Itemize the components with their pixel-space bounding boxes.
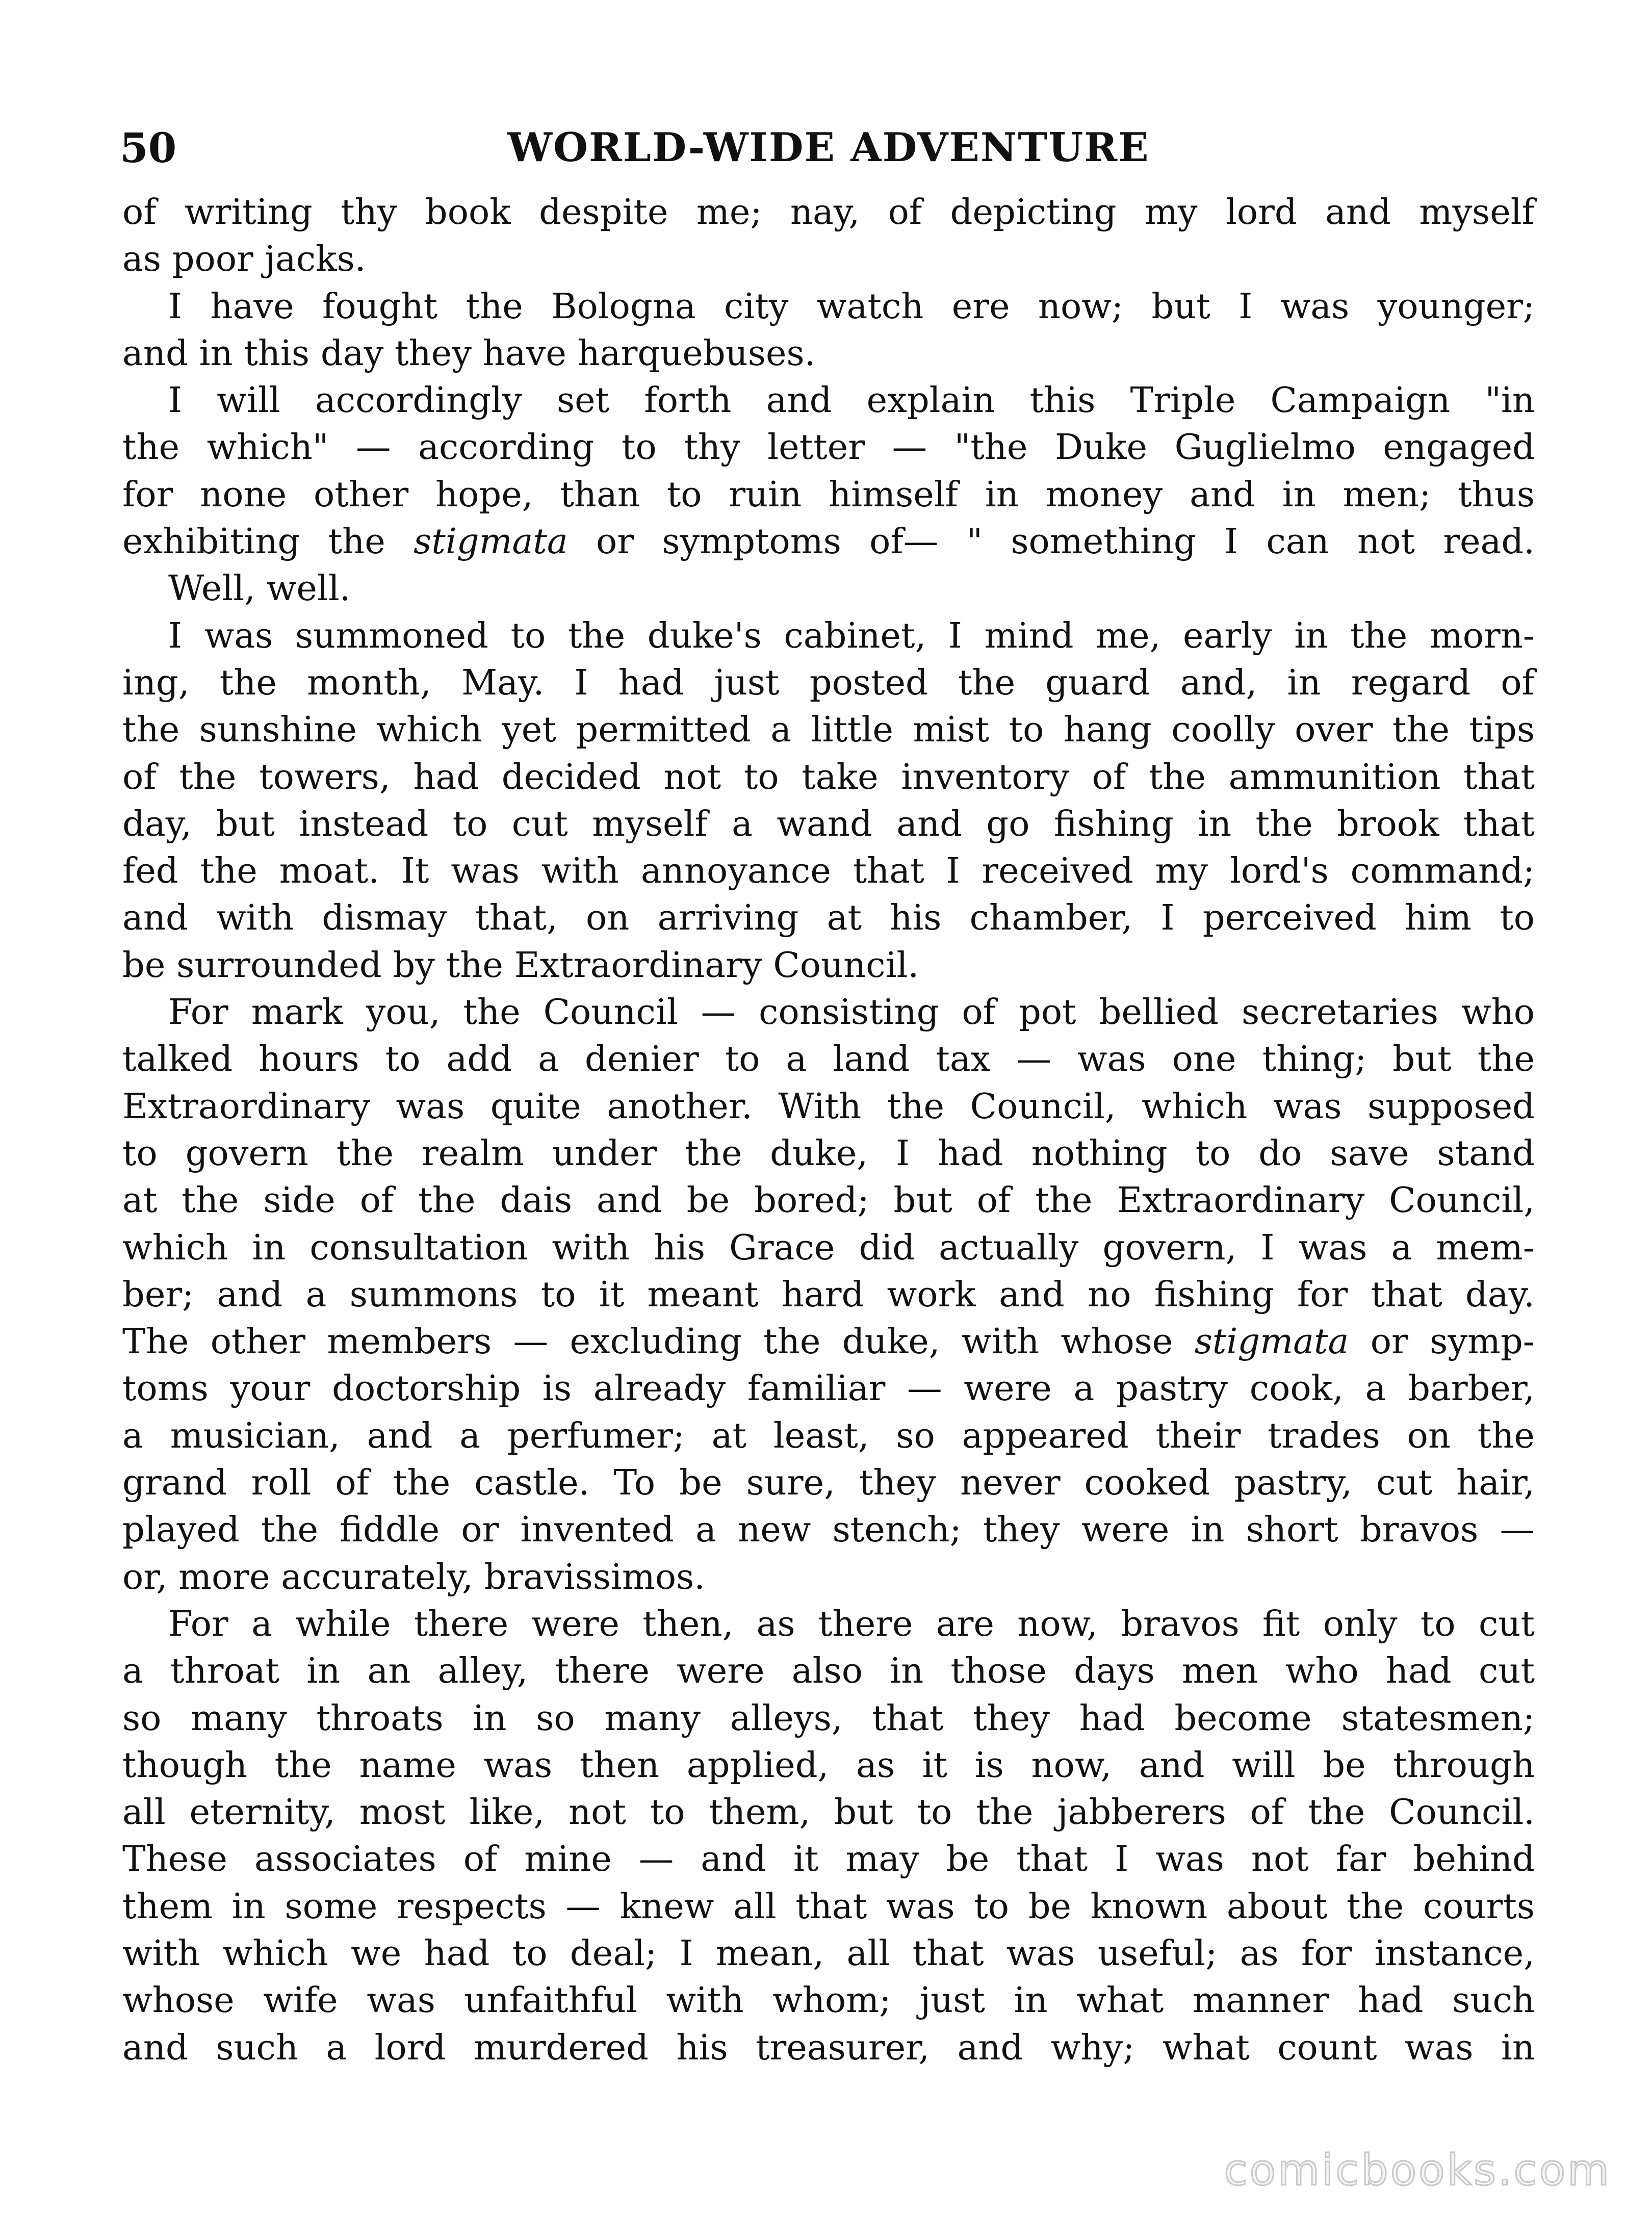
text-line: I was summoned to the duke's cabinet, I mind me, early in the morn- xyxy=(168,615,1535,656)
text-line: of the towers, had decided not to take inventory of the ammunition that xyxy=(122,756,1535,797)
text-line: I have fought the Bologna city watch ere now; but I was younger; xyxy=(168,286,1535,327)
text-line: whose wife was unfaithful with whom; just in what manner had such xyxy=(122,1980,1535,2021)
text-line: day, but instead to cut myself a wand and go fishing in the brook that xyxy=(122,803,1535,844)
text-line: and in this day they have harquebuses. xyxy=(122,332,816,374)
text-line: be surrounded by the Extraordinary Council. xyxy=(122,944,919,986)
text-line: I will accordingly set forth and explain this Triple Campaign "in xyxy=(168,380,1535,421)
text-line: to govern the realm under the duke, I had nothing to do save stand xyxy=(122,1132,1535,1174)
page-number: 50 xyxy=(120,124,177,172)
text-line: which in consultation with his Grace did actually govern, I was a mem- xyxy=(122,1227,1535,1268)
text-line: For a while there were then, as there are now, bravos fit only to cut xyxy=(168,1603,1535,1644)
body-text xyxy=(122,189,1535,2071)
text-line: ing, the month, May. I had just posted the guard and, in regard of xyxy=(122,662,1535,703)
text-line: a throat in an alley, there were also in those days men who had cut xyxy=(122,1650,1535,1692)
text-line: at the side of the dais and be bored; but of the Extraordinary Council, xyxy=(122,1180,1535,1221)
running-head: WORLD-WIDE ADVENTURE xyxy=(507,124,1150,171)
text-line: The other members — excluding the duke, with whose stigmata or symp- xyxy=(122,1321,1535,1362)
watermark: comicbooks.com xyxy=(1224,2145,1611,2195)
text-line: For mark you, the Council — consisting of pot bellied secretaries who xyxy=(168,992,1535,1033)
text-line: exhibiting the stigmata or symptoms of— " something I can not read. xyxy=(122,521,1535,562)
text-line: Extraordinary was quite another. With the Council, which was supposed xyxy=(122,1086,1535,1127)
text-line: fed the moat. It was with annoyance that I received my lord's command; xyxy=(122,850,1535,892)
italic-word: stigmata xyxy=(414,521,568,562)
text-line: talked hours to add a denier to a land tax — was one thing; but the xyxy=(122,1039,1535,1080)
text-line: so many throats in so many alleys, that they had become statesmen; xyxy=(122,1697,1535,1739)
text-line: grand roll of the castle. To be sure, they never cooked pastry, cut hair, xyxy=(122,1462,1535,1504)
text-line: though the name was then applied, as it is now, and will be through xyxy=(122,1744,1535,1786)
text-line: played the fiddle or invented a new stench; they were in short bravos — xyxy=(122,1509,1535,1551)
text-line: the sunshine which yet permitted a little mist to hang coolly over the tips xyxy=(122,709,1535,751)
text-line: them in some respects — knew all that was to be known about the courts xyxy=(122,1886,1535,1927)
text-line: all eternity, most like, not to them, but to the jabberers of the Council. xyxy=(122,1792,1535,1833)
text-line: toms your doctorship is already familiar — were a pastry cook, a barber, xyxy=(122,1368,1535,1409)
text-line: a musician, and a perfumer; at least, so appeared their trades on the xyxy=(122,1415,1535,1456)
page-header xyxy=(120,117,1537,178)
text-line: or, more accurately, bravissimos. xyxy=(122,1556,706,1597)
text-line: the which" — according to thy letter — "the Duke Guglielmo engaged xyxy=(122,427,1535,468)
italic-word: stigmata xyxy=(1194,1321,1349,1362)
text-line: and such a lord murdered his treasurer, and why; what count was in xyxy=(122,2027,1535,2068)
text-line: with which we had to deal; I mean, all that was useful; as for instance, xyxy=(122,1932,1535,1974)
text-line: ber; and a summons to it meant hard work and no fishing for that day. xyxy=(122,1274,1535,1315)
text-line: of writing thy book despite me; nay, of depicting my lord and myself xyxy=(122,192,1535,233)
text-line: These associates of mine — and it may be that I was not far behind xyxy=(122,1839,1535,1880)
text-line: for none other hope, than to ruin himself in money and in men; thus xyxy=(122,474,1535,515)
text-line: as poor jacks. xyxy=(122,239,366,280)
text-line: Well, well. xyxy=(168,568,351,609)
text-line: and with dismay that, on arriving at his chamber, I perceived him to xyxy=(122,897,1535,939)
